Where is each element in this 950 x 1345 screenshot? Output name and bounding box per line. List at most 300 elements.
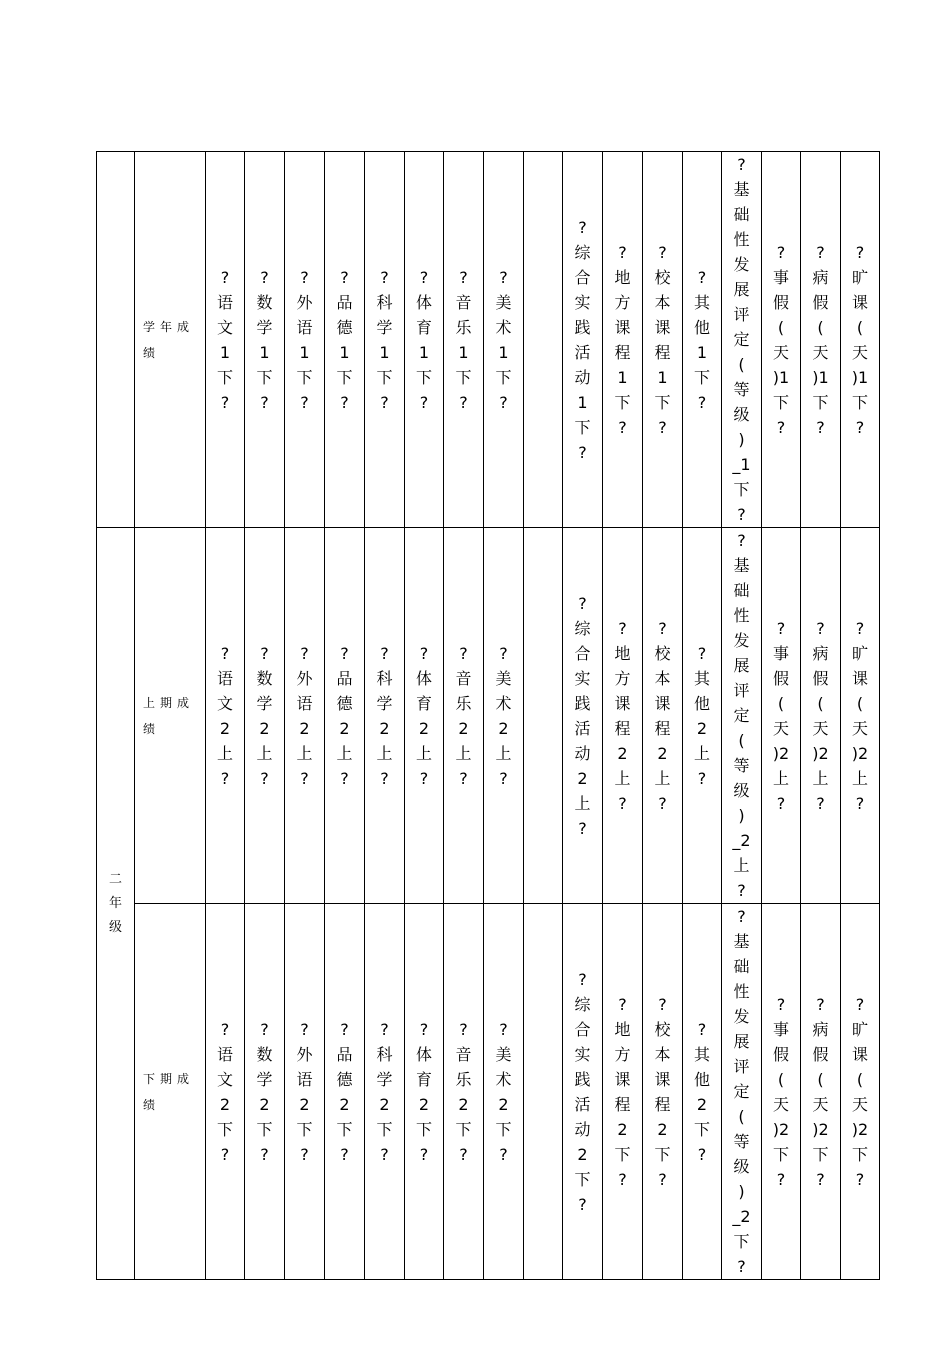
cell-glyph: 2: [379, 718, 390, 738]
cell-glyph: 上: [415, 743, 432, 763]
cell-glyph: ?: [816, 618, 825, 638]
cell-glyph: (: [817, 317, 824, 337]
cell-text: [603, 992, 642, 1192]
table-cell: [405, 528, 444, 904]
cell-glyph: ?: [499, 392, 508, 412]
cell-glyph: ?: [419, 1144, 429, 1164]
cell-glyph: (: [738, 355, 745, 374]
cell-glyph: ?: [776, 1169, 786, 1189]
cell-glyph: 术: [495, 1069, 512, 1089]
cell-glyph: 践: [574, 317, 591, 337]
cell-glyph: 其: [693, 1044, 710, 1064]
cell-text: [603, 616, 642, 816]
cell-glyph: ?: [260, 392, 269, 412]
cell-text: [325, 641, 364, 791]
cell-glyph: 方: [614, 292, 631, 312]
cell-glyph: 课: [614, 317, 631, 337]
cell-glyph: 其: [693, 668, 710, 688]
table-cell: [484, 528, 524, 904]
cell-glyph: 2: [498, 1094, 509, 1114]
table-cell: [603, 152, 643, 528]
cell-glyph: )1: [772, 367, 790, 387]
cell-text: [801, 240, 840, 440]
cell-glyph: ?: [618, 793, 627, 813]
cell-glyph: 合: [574, 1019, 591, 1039]
cell-text: [245, 265, 284, 415]
cell-glyph: 下: [495, 1119, 512, 1139]
cell-glyph: ?: [380, 1019, 389, 1039]
cell-glyph: 病: [812, 1019, 829, 1039]
cell-glyph: ?: [737, 505, 746, 524]
cell-glyph: 程: [614, 342, 631, 362]
table-cell: [206, 152, 245, 528]
cell-glyph: ?: [578, 818, 587, 838]
cell-glyph: 校: [654, 267, 671, 287]
table-cell: [801, 528, 841, 904]
cell-glyph: 旷: [851, 1019, 868, 1039]
cell-glyph: ?: [578, 217, 587, 237]
cell-text: [444, 641, 483, 791]
cell-glyph: ?: [220, 643, 230, 663]
table-cell: [405, 152, 444, 528]
cell-glyph: 定: [733, 330, 750, 349]
cell-text: [325, 1017, 364, 1167]
cell-glyph: 实: [574, 668, 591, 688]
cell-glyph: 学: [256, 317, 273, 337]
cell-glyph: 其: [693, 292, 710, 312]
cell-glyph: 天: [772, 718, 789, 738]
table-cell: [841, 152, 880, 528]
cell-glyph: ?: [260, 267, 269, 287]
cell-glyph: 下: [851, 392, 868, 412]
cell-glyph: 下: [455, 367, 472, 387]
table-cell: [722, 904, 762, 1280]
cell-glyph: 科: [376, 668, 393, 688]
cell-glyph: ?: [737, 531, 746, 550]
cell-glyph: 外: [296, 292, 313, 312]
cell-glyph: 课: [851, 668, 868, 688]
cell-text: [643, 616, 682, 816]
grade-cell: [97, 528, 135, 1280]
cell-glyph: 美: [495, 1044, 512, 1064]
cell-glyph: 下: [772, 1144, 789, 1164]
table-cell: [762, 904, 801, 1280]
cell-glyph: ?: [260, 768, 269, 788]
cell-glyph: 科: [376, 1044, 393, 1064]
cell-glyph: 2: [498, 718, 509, 738]
cell-glyph: 上: [614, 768, 631, 788]
cell-glyph: 践: [574, 1069, 591, 1089]
cell-glyph: ?: [300, 1144, 309, 1164]
table-cell: [245, 528, 285, 904]
cell-glyph: 2: [379, 1094, 390, 1114]
cell-glyph: 德: [336, 317, 353, 337]
cell-glyph: 下: [376, 1119, 393, 1139]
cell-glyph: 2: [259, 1094, 270, 1114]
cell-glyph: 语: [216, 292, 233, 312]
cell-glyph: 品: [336, 292, 353, 312]
cell-glyph: ?: [340, 1019, 349, 1039]
table-cell: [206, 904, 245, 1280]
cell-glyph: 美: [495, 668, 512, 688]
table-cell: [683, 528, 722, 904]
cell-glyph: 动: [574, 367, 591, 387]
cell-glyph: 展: [733, 656, 750, 675]
table-cell: [801, 152, 841, 528]
cell-glyph: 方: [614, 1044, 631, 1064]
cell-glyph: 课: [614, 1069, 631, 1089]
cell-glyph: 下: [851, 1144, 868, 1164]
cell-glyph: 音: [455, 668, 472, 688]
table-cell: [444, 904, 484, 1280]
cell-glyph: 性: [733, 230, 750, 249]
cell-glyph: ?: [618, 618, 627, 638]
cell-glyph: 地: [614, 643, 631, 663]
cell-glyph: _2: [732, 1207, 751, 1226]
table-cell: [603, 528, 643, 904]
cell-glyph: ): [738, 430, 745, 449]
cell-glyph: 本: [654, 668, 671, 688]
cell-glyph: 1: [657, 367, 668, 387]
cell-glyph: 事: [772, 267, 789, 287]
cell-glyph: 育: [415, 317, 432, 337]
cell-glyph: ?: [300, 643, 309, 663]
cell-glyph: 育: [415, 1069, 432, 1089]
cell-glyph: 文: [216, 693, 233, 713]
cell-glyph: ?: [380, 768, 389, 788]
table-cell: [245, 152, 285, 528]
cell-glyph: ?: [578, 442, 587, 462]
cell-glyph: 品: [336, 1044, 353, 1064]
cell-glyph: 2: [418, 718, 430, 738]
cell-glyph: 下: [733, 1232, 750, 1251]
cell-glyph: ?: [697, 1144, 707, 1164]
cell-text: [841, 992, 879, 1192]
cell-glyph: 2: [617, 1119, 628, 1139]
cell-text: [484, 265, 523, 415]
cell-glyph: 德: [336, 693, 353, 713]
cell-glyph: )2: [772, 743, 790, 763]
cell-glyph: 上: [851, 768, 868, 788]
cell-text: [405, 265, 443, 415]
cell-text: [285, 265, 324, 415]
table-row: [97, 528, 880, 904]
cell-glyph: 文: [216, 1069, 233, 1089]
cell-text: [484, 641, 523, 791]
cell-glyph: ?: [618, 242, 627, 262]
cell-text: [285, 1017, 324, 1167]
cell-glyph: ?: [855, 1169, 865, 1189]
cell-glyph: ?: [697, 768, 707, 788]
cell-glyph: ?: [816, 994, 825, 1014]
cell-glyph: ?: [697, 1019, 707, 1039]
cell-glyph: 他: [693, 317, 710, 337]
cell-glyph: ?: [220, 392, 230, 412]
cell-glyph: 本: [654, 292, 671, 312]
cell-text: [206, 641, 244, 791]
cell-glyph: ): [738, 1182, 745, 1201]
cell-glyph: 下: [693, 1119, 710, 1139]
cell-glyph: ?: [380, 1144, 389, 1164]
cell-text: [841, 616, 879, 816]
cell-text: [245, 641, 284, 791]
cell-glyph: 假: [772, 292, 789, 312]
cell-glyph: (: [856, 1069, 864, 1089]
cell-glyph: ?: [300, 768, 309, 788]
cell-glyph: 1: [219, 342, 231, 362]
cell-glyph: 等: [733, 756, 750, 775]
table-cell: [325, 528, 365, 904]
cell-glyph: ?: [300, 267, 309, 287]
cell-glyph: 动: [574, 1119, 591, 1139]
cell-glyph: 2: [299, 1094, 310, 1114]
cell-glyph: 上: [495, 743, 512, 763]
cell-glyph: 数: [256, 668, 273, 688]
cell-glyph: 方: [614, 668, 631, 688]
cell-glyph: 音: [455, 292, 472, 312]
cell-glyph: ?: [776, 417, 786, 437]
cell-glyph: 育: [415, 693, 432, 713]
cell-text: [643, 240, 682, 440]
cell-glyph: 综: [574, 618, 591, 638]
cell-glyph: ?: [697, 643, 707, 663]
cell-glyph: ?: [220, 1144, 230, 1164]
cell-glyph: 础: [733, 957, 750, 976]
cell-text: [762, 616, 800, 816]
cell-glyph: 上: [296, 743, 313, 763]
cell-glyph: 上: [772, 768, 789, 788]
cell-glyph: 下: [812, 1144, 829, 1164]
cell-glyph: 2: [657, 743, 668, 763]
cell-glyph: ?: [419, 643, 429, 663]
table-cell: [801, 904, 841, 1280]
cell-glyph: (: [777, 693, 785, 713]
cell-glyph: _1: [732, 455, 751, 474]
grade-record-table: [96, 151, 880, 1280]
cell-glyph: 病: [812, 267, 829, 287]
cell-glyph: ?: [459, 392, 468, 412]
cell-text: [801, 992, 840, 1192]
cell-text: [801, 616, 840, 816]
cell-text: [722, 904, 761, 1279]
cell-glyph: ?: [776, 994, 786, 1014]
cell-glyph: 乐: [455, 1069, 472, 1089]
cell-glyph: ?: [855, 793, 865, 813]
table-cell: [285, 904, 325, 1280]
cell-glyph: 他: [693, 693, 710, 713]
cell-glyph: ?: [380, 392, 389, 412]
cell-glyph: )2: [772, 1119, 790, 1139]
table-cell: [206, 528, 245, 904]
table-cell: [365, 904, 405, 1280]
cell-glyph: 课: [851, 292, 868, 312]
table-cell: [484, 152, 524, 528]
cell-glyph: ?: [855, 618, 865, 638]
cell-text: [722, 528, 761, 903]
cell-text: [762, 992, 800, 1192]
cell-glyph: 活: [574, 342, 591, 362]
cell-text: [365, 641, 404, 791]
cell-glyph: ?: [578, 969, 587, 989]
cell-glyph: 事: [772, 643, 789, 663]
cell-glyph: ?: [816, 417, 825, 437]
cell-glyph: 上: [693, 743, 710, 763]
cell-glyph: _2: [732, 831, 751, 850]
cell-glyph: 本: [654, 1044, 671, 1064]
table-cell: [683, 904, 722, 1280]
cell-glyph: (: [817, 693, 824, 713]
cell-glyph: 体: [415, 668, 432, 688]
cell-glyph: 假: [772, 1044, 789, 1064]
cell-glyph: 学: [376, 1069, 393, 1089]
table-cell: [365, 152, 405, 528]
cell-glyph: )1: [812, 367, 829, 387]
cell-glyph: 外: [296, 668, 313, 688]
cell-glyph: 下: [256, 1119, 273, 1139]
cell-glyph: 科: [376, 292, 393, 312]
cell-glyph: 级: [733, 1157, 750, 1176]
cell-glyph: 下: [336, 1119, 353, 1139]
cell-glyph: ?: [260, 643, 269, 663]
cell-glyph: 下: [614, 1144, 631, 1164]
cell-glyph: 实: [574, 292, 591, 312]
cell-glyph: 下: [376, 367, 393, 387]
cell-glyph: 级: [733, 405, 750, 424]
cell-text: [365, 1017, 404, 1167]
cell-glyph: 程: [654, 342, 671, 362]
cell-glyph: ?: [776, 793, 786, 813]
cell-glyph: 下: [256, 367, 273, 387]
cell-glyph: ?: [260, 1144, 269, 1164]
cell-glyph: 定: [733, 1082, 750, 1101]
period-label-cell: [135, 152, 206, 528]
cell-glyph: ?: [220, 768, 230, 788]
cell-glyph: 旷: [851, 643, 868, 663]
cell-glyph: 文: [216, 317, 233, 337]
cell-glyph: 综: [574, 994, 591, 1014]
cell-glyph: (: [738, 1107, 745, 1126]
cell-glyph: ?: [737, 881, 746, 900]
cell-glyph: 体: [415, 292, 432, 312]
cell-glyph: 天: [812, 1094, 829, 1114]
cell-glyph: 2: [219, 1094, 231, 1114]
cell-glyph: 下: [415, 1119, 432, 1139]
cell-glyph: 课: [851, 1044, 868, 1064]
cell-glyph: 学: [256, 1069, 273, 1089]
cell-glyph: 二: [108, 871, 122, 887]
cell-glyph: 合: [574, 643, 591, 663]
cell-glyph: 2: [617, 743, 628, 763]
table-cell: [563, 152, 603, 528]
cell-glyph: 语: [216, 1044, 233, 1064]
cell-text: [841, 240, 879, 440]
cell-glyph: ?: [737, 1257, 746, 1276]
cell-glyph: 上: [216, 743, 233, 763]
cell-glyph: ?: [658, 1169, 667, 1189]
cell-glyph: 下: [614, 392, 631, 412]
table-cell: [405, 904, 444, 1280]
cell-glyph: 学: [376, 317, 393, 337]
cell-glyph: 乐: [455, 693, 472, 713]
cell-glyph: ?: [380, 267, 389, 287]
cell-glyph: 下: [216, 367, 233, 387]
cell-glyph: (: [856, 693, 864, 713]
cell-glyph: 乐: [455, 317, 472, 337]
cell-glyph: ?: [776, 618, 786, 638]
cell-glyph: 上: [812, 768, 829, 788]
cell-text: [643, 992, 682, 1192]
cell-glyph: (: [856, 317, 864, 337]
cell-glyph: ?: [658, 618, 667, 638]
cell-glyph: 1: [577, 392, 588, 412]
cell-glyph: ?: [300, 1019, 309, 1039]
cell-glyph: 假: [812, 668, 829, 688]
cell-glyph: ?: [499, 643, 508, 663]
cell-glyph: 1: [418, 342, 430, 362]
cell-glyph: 课: [654, 693, 671, 713]
table-cell: [285, 528, 325, 904]
cell-glyph: 2: [339, 1094, 350, 1114]
grade-cell-empty: [97, 152, 135, 528]
cell-glyph: ?: [260, 1019, 269, 1039]
cell-glyph: 下: [495, 367, 512, 387]
cell-glyph: 术: [495, 693, 512, 713]
cell-text: [444, 265, 483, 415]
table-cell: [245, 904, 285, 1280]
table-cell: [722, 528, 762, 904]
cell-glyph: 下: [654, 392, 671, 412]
cell-glyph: 发: [733, 1007, 750, 1026]
table-cell: [444, 528, 484, 904]
table-cell: [762, 152, 801, 528]
cell-glyph: (: [738, 731, 745, 750]
cell-glyph: ?: [459, 1144, 468, 1164]
table-row: [97, 152, 880, 528]
cell-glyph: 发: [733, 255, 750, 274]
cell-glyph: 综: [574, 242, 591, 262]
cell-glyph: 2: [458, 718, 469, 738]
table-cell: [524, 904, 563, 1280]
cell-glyph: 学: [376, 693, 393, 713]
cell-glyph: ?: [658, 417, 667, 437]
cell-glyph: 活: [574, 718, 591, 738]
table-cell: [563, 528, 603, 904]
cell-glyph: 数: [256, 1044, 273, 1064]
cell-glyph: )2: [851, 1119, 869, 1139]
cell-glyph: ?: [578, 1194, 587, 1214]
cell-glyph: ?: [499, 768, 508, 788]
cell-glyph: 程: [614, 1094, 631, 1114]
cell-glyph: 上: [733, 856, 750, 875]
cell-glyph: 等: [733, 1132, 750, 1151]
cell-glyph: 础: [733, 581, 750, 600]
cell-glyph: 性: [733, 606, 750, 625]
cell-text: [325, 265, 364, 415]
cell-glyph: 下: [336, 367, 353, 387]
cell-glyph: ?: [658, 994, 667, 1014]
cell-glyph: 程: [654, 1094, 671, 1114]
table-cell: [524, 528, 563, 904]
cell-glyph: 2: [458, 1094, 469, 1114]
cell-text: [405, 641, 443, 791]
cell-glyph: 学: [256, 693, 273, 713]
cell-glyph: 外: [296, 1044, 313, 1064]
cell-glyph: 校: [654, 1019, 671, 1039]
cell-text: [683, 641, 721, 791]
cell-glyph: 1: [696, 342, 708, 362]
period-label-cell: [135, 904, 206, 1280]
cell-text: [563, 591, 602, 841]
